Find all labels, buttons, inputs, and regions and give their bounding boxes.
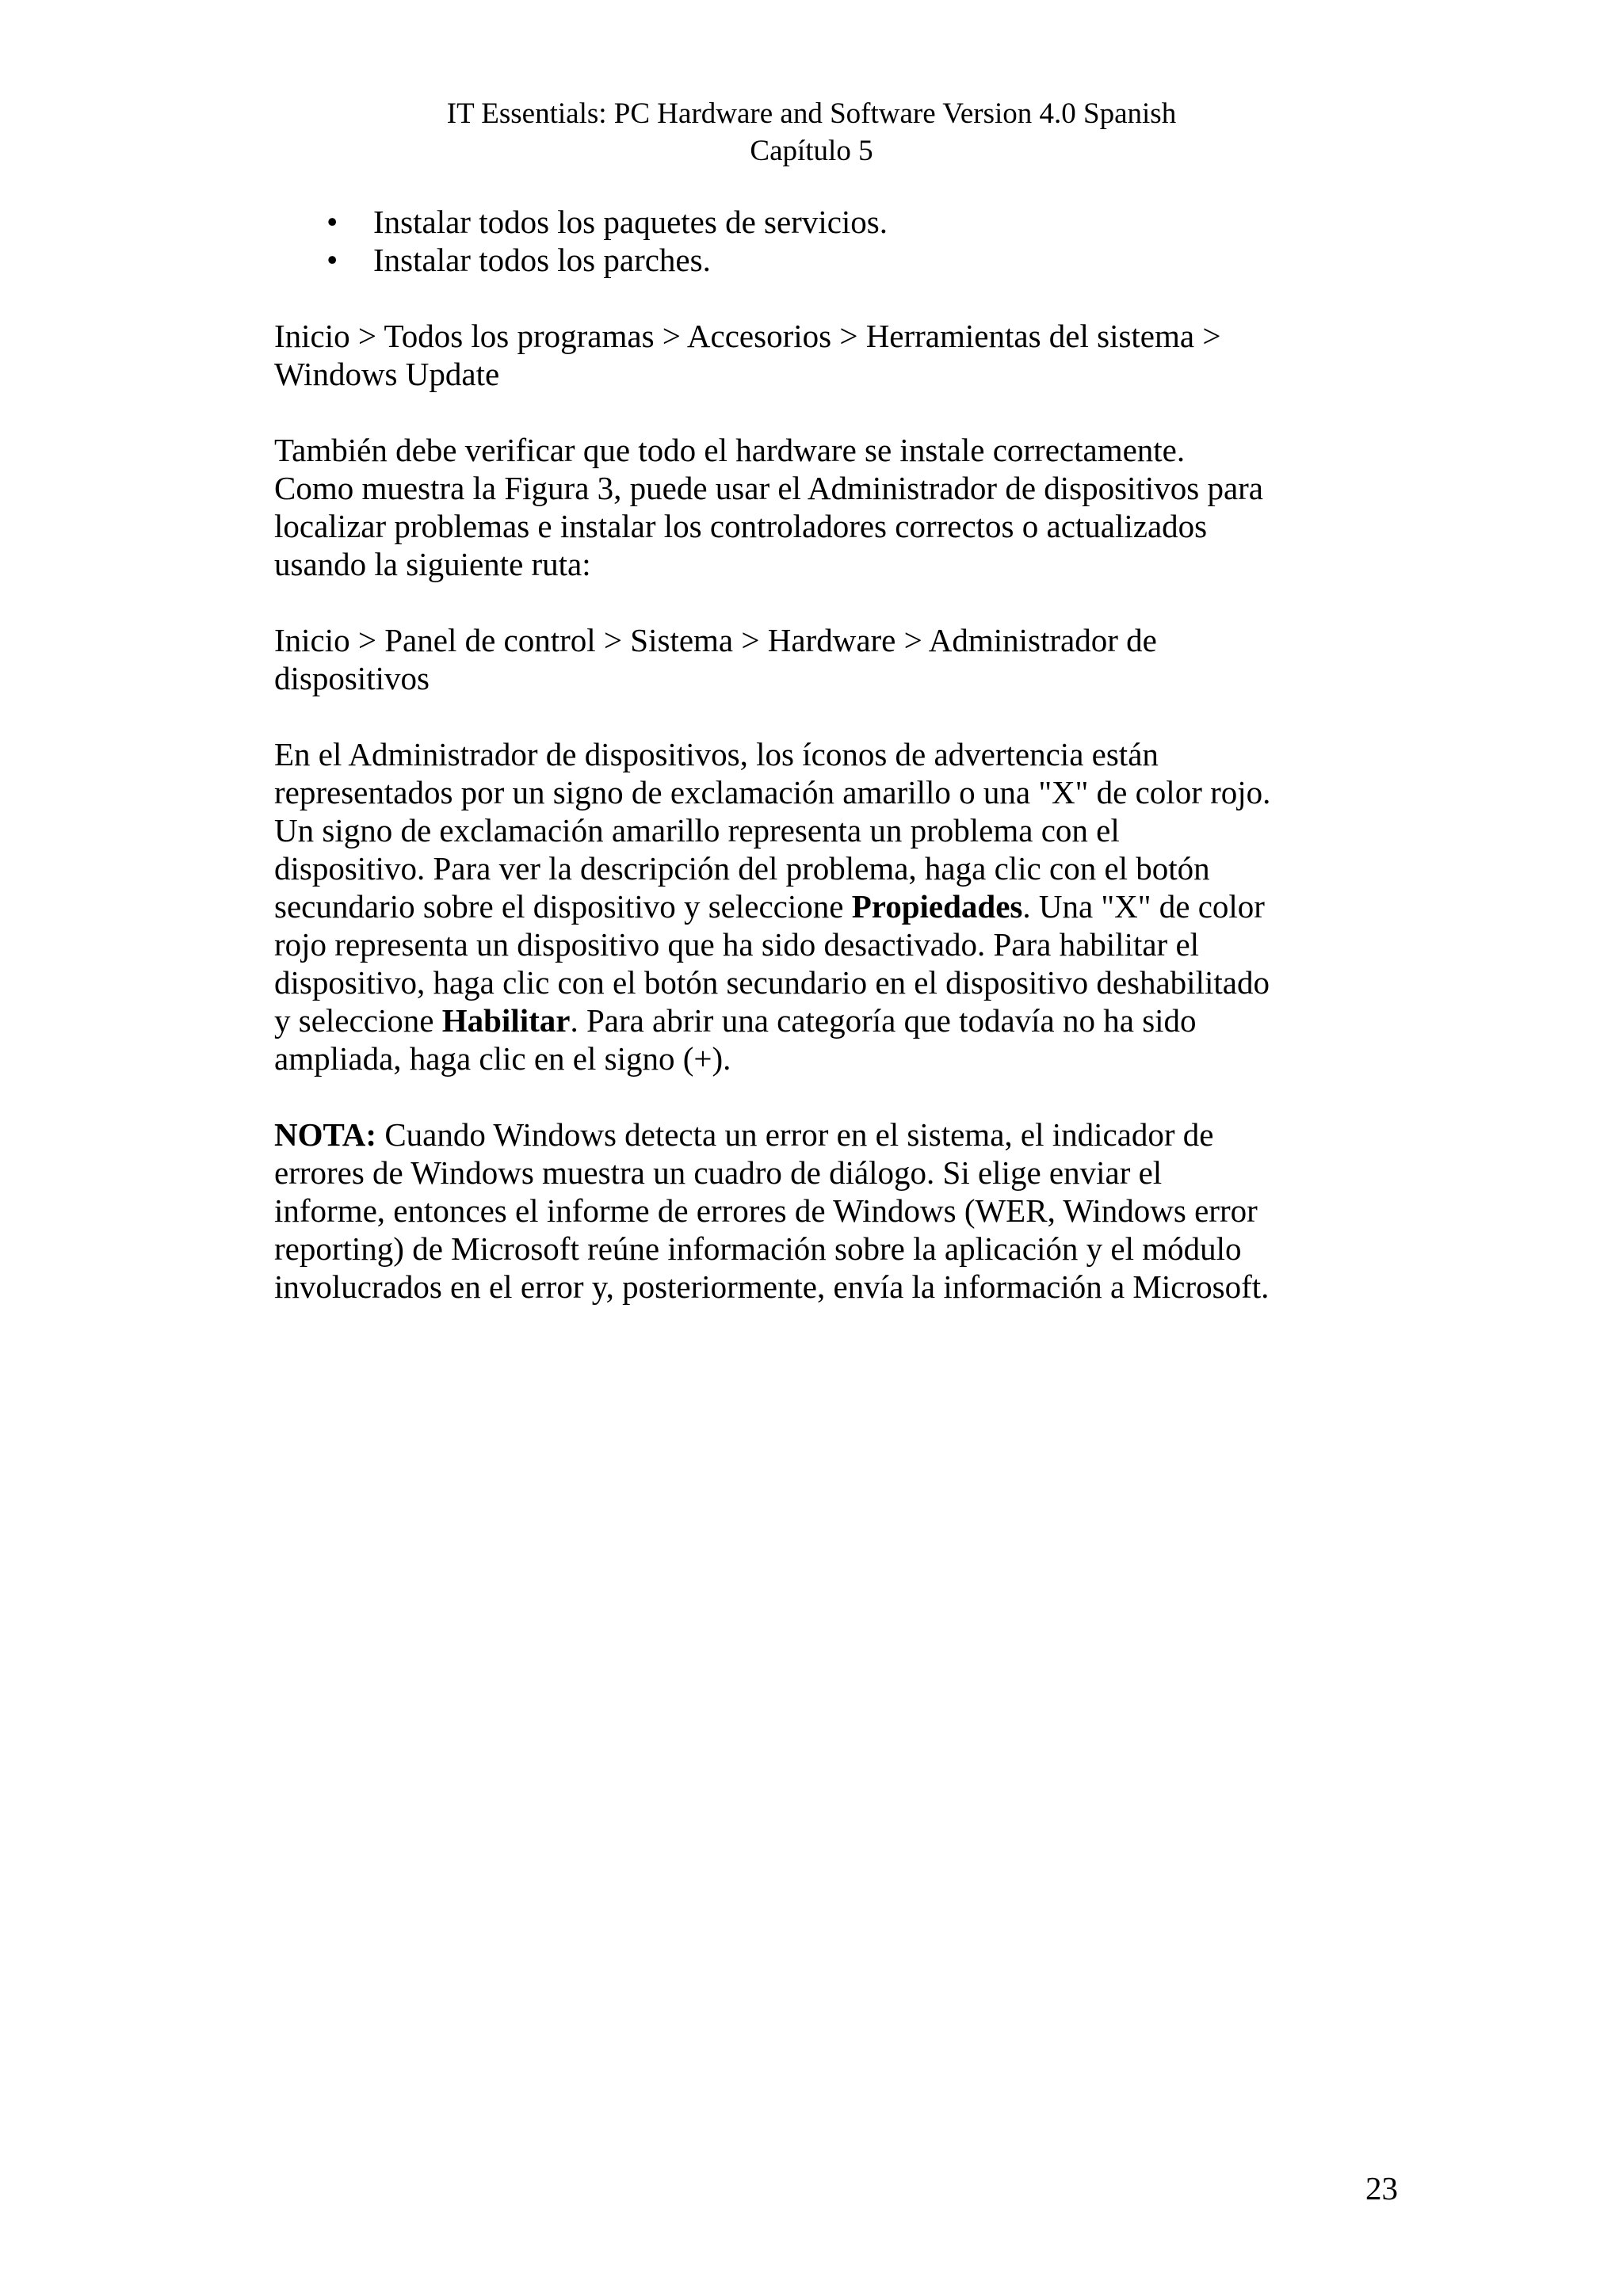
line-text: . Una "X" de color <box>1022 888 1265 925</box>
path-line: Windows Update <box>274 356 500 392</box>
header-chapter: Capítulo 5 <box>750 135 873 167</box>
list-item-text: Instalar todos los parches. <box>373 242 711 278</box>
device-manager-path <box>274 621 1384 697</box>
page-content <box>274 203 1384 1306</box>
paragraph-line: reporting) de Microsoft reúne información sobre la aplicación y el módulo <box>274 1230 1242 1267</box>
paragraph-line: En el Administrador de dispositivos, los íconos de advertencia están <box>274 736 1159 772</box>
paragraph-line <box>274 1116 1384 1154</box>
path-line: Inicio > Todos los programas > Accesorios > Herramientas del sistema > <box>274 318 1221 354</box>
paragraph-line: informe, entonces el informe de errores de Windows (WER, Windows error <box>274 1192 1258 1229</box>
windows-update-path <box>274 317 1384 393</box>
paragraph-line: rojo representa un dispositivo que ha sido desactivado. Para habilitar el <box>274 926 1200 963</box>
paragraph-line: Un signo de exclamación amarillo representa un problema con el <box>274 812 1120 849</box>
line-text: y seleccione <box>274 1002 442 1039</box>
paragraph-line <box>274 887 1384 925</box>
header-title: IT Essentials: PC Hardware and Software Version 4.0 Spanish <box>446 97 1177 130</box>
device-manager-paragraph <box>274 735 1384 1077</box>
paragraph-line: usando la siguiente ruta: <box>274 546 591 582</box>
list-item-text: Instalar todos los paquetes de servicios. <box>373 204 888 240</box>
paragraph-line: dispositivo. Para ver la descripción del problema, haga clic con el botón <box>274 850 1210 887</box>
line-text: . Para abrir una categoría que todavía no ha sido <box>570 1002 1197 1039</box>
paragraph-line: ampliada, haga clic en el signo (+). <box>274 1040 731 1077</box>
enable-term: Habilitar <box>441 1002 571 1039</box>
path-line: dispositivos <box>274 660 430 696</box>
path-line: Inicio > Panel de control > Sistema > Hardware > Administrador de <box>274 622 1157 658</box>
bullet-icon: • <box>327 242 338 278</box>
paragraph-line: dispositivo, haga clic con el botón secundario en el dispositivo deshabilitado <box>274 964 1270 1001</box>
bullet-icon: • <box>327 204 338 240</box>
paragraph-line: errores de Windows muestra un cuadro de diálogo. Si elige enviar el <box>274 1154 1163 1191</box>
properties-term: Propiedades <box>851 888 1023 925</box>
paragraph-line: representados por un signo de exclamación amarillo o una "X" de color rojo. <box>274 774 1271 810</box>
note-paragraph <box>274 1116 1384 1306</box>
line-text: secundario sobre el dispositivo y seleccione <box>274 888 852 925</box>
note-label: NOTA: <box>274 1116 377 1153</box>
list-item <box>274 241 1384 279</box>
line-text: Cuando Windows detecta un error en el sistema, el indicador de <box>376 1116 1214 1153</box>
list-item <box>274 203 1384 241</box>
paragraph-line: También debe verificar que todo el hardware se instale correctamente. <box>274 432 1186 468</box>
bullet-list <box>274 203 1384 279</box>
paragraph-line: localizar problemas e instalar los controladores correctos o actualizados <box>274 508 1208 544</box>
hardware-paragraph <box>274 431 1384 583</box>
page-number: 23 <box>1365 2170 1398 2206</box>
paragraph-line: Como muestra la Figura 3, puede usar el Administrador de dispositivos para <box>274 470 1263 506</box>
page-header <box>0 95 1623 170</box>
paragraph-line <box>274 1001 1384 1039</box>
paragraph-line: involucrados en el error y, posteriormente, envía la información a Microsoft. <box>274 1268 1270 1305</box>
